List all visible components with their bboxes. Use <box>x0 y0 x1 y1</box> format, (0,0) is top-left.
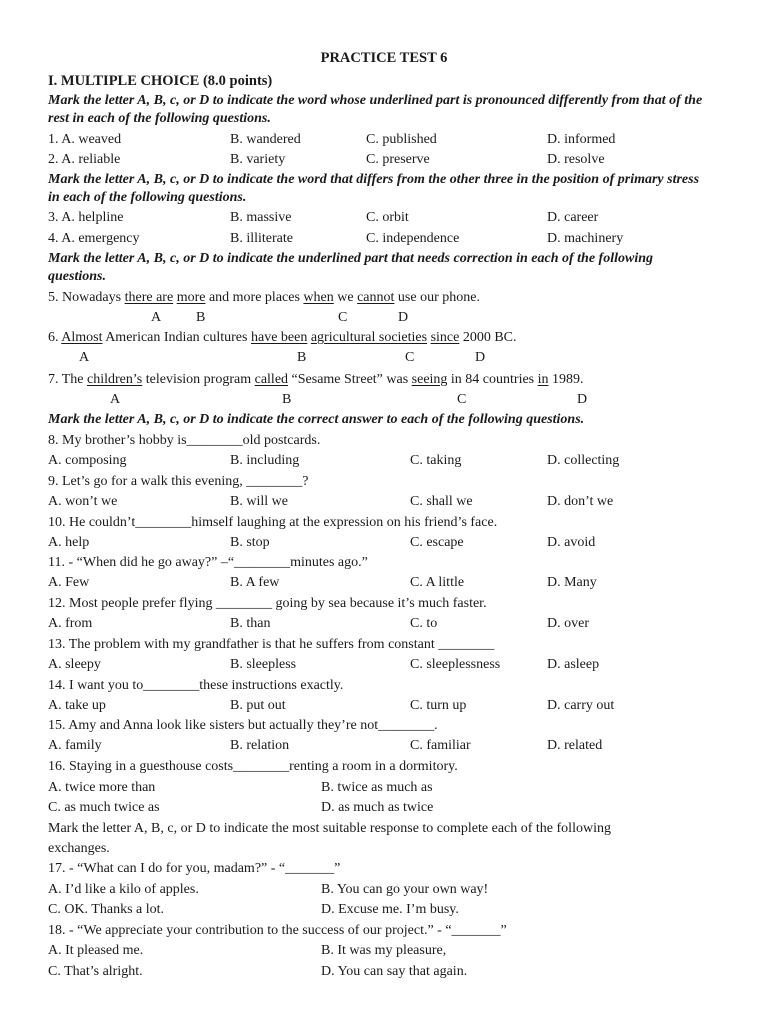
question-2 <box>48 151 120 169</box>
q6-label-b: B <box>297 350 307 365</box>
q8-option-b: B. including <box>230 453 300 468</box>
q8-option-d: D. collecting <box>547 453 620 468</box>
q14-option-c: C. turn up <box>410 698 467 713</box>
q18-option-b: B. It was my pleasure, <box>321 943 447 958</box>
q5-underline-d: cannot <box>357 290 395 305</box>
q1-option-a: 1. A. weaved <box>48 132 122 147</box>
q7-label-a: A <box>110 392 121 407</box>
question-17-stem: 17. - “What can I do for you, madam?” - “_______” <box>48 861 341 876</box>
q6-underline-c: agricultural societies <box>310 330 428 345</box>
instruction-pronunciation: Mark the letter A, B, c, or D to indicate the word whose underlined part is pronounced differently from that of the rest in each of the following questions. <box>48 93 703 126</box>
question-5: 5. Nowadays there are more and more places when we cannot use our phone. <box>48 290 480 305</box>
question-1 <box>48 131 121 149</box>
q18-option-a: A. It pleased me. <box>48 943 144 958</box>
q7-underline-b: called <box>254 372 289 387</box>
q2-option-d: D. resolve <box>547 152 605 167</box>
q8-option-c: C. taking <box>410 453 462 468</box>
q16-option-d: D. as much as twice <box>321 800 434 815</box>
q2-option-a: 2. A. reliable <box>48 152 121 167</box>
q10-option-a: A. help <box>48 535 90 550</box>
q1-option-d: D. informed <box>547 132 616 147</box>
q2-option-c: C. preserve <box>366 152 430 167</box>
q4-option-d: D. machinery <box>547 231 624 246</box>
question-16-stem: 16. Staying in a guesthouse costs________renting a room in a dormitory. <box>48 759 458 774</box>
instruction-correction: Mark the letter A, B, c, or D to indicate the underlined part that needs correction in each of the following questions. <box>48 251 654 284</box>
q9-option-b: B. will we <box>230 494 288 509</box>
q10-option-d: D. avoid <box>547 535 596 550</box>
q15-option-a: A. family <box>48 738 102 753</box>
q7-label-d: D <box>577 392 588 407</box>
q12-option-a: A. from <box>48 616 93 631</box>
question-12-stem: 12. Most people prefer flying ________ going by sea because it’s much faster. <box>48 596 487 611</box>
q6-underline-d: since <box>430 330 460 345</box>
q17-option-c: C. OK. Thanks a lot. <box>48 902 165 917</box>
q13-option-a: A. sleepy <box>48 657 101 672</box>
q5-label-b: B <box>196 310 206 325</box>
q16-option-a: A. twice more than <box>48 780 156 795</box>
instruction-response: Mark the letter A, B, c, or D to indicate the most suitable response to complete each of the following exchanges. <box>48 821 611 856</box>
q11-option-c: C. A little <box>410 575 465 590</box>
q6-label-d: D <box>475 350 486 365</box>
q9-option-d: D. don’t we <box>547 494 614 509</box>
q4-option-b: B. illiterate <box>230 231 293 246</box>
q13-option-c: C. sleeplessness <box>410 657 501 672</box>
q6-underline-b: have been <box>250 330 308 345</box>
q16-option-b: B. twice as much as <box>321 780 433 795</box>
q1-option-c: C. published <box>366 132 437 147</box>
q11-option-d: D. Many <box>547 575 597 590</box>
q9-option-c: C. shall we <box>410 494 473 509</box>
q3-option-d: D. career <box>547 210 599 225</box>
q7-label-c: C <box>457 392 467 407</box>
q9-option-a: A. won’t we <box>48 494 118 509</box>
question-4 <box>48 230 140 248</box>
q13-option-d: D. asleep <box>547 657 600 672</box>
q10-option-b: B. stop <box>230 535 270 550</box>
question-14-stem: 14. I want you to________these instructions exactly. <box>48 678 344 693</box>
q15-option-b: B. relation <box>230 738 290 753</box>
q5-label-a: A <box>151 310 162 325</box>
q16-option-c: C. as much twice as <box>48 800 160 815</box>
q3-option-b: B. massive <box>230 210 292 225</box>
question-15-stem: 15. Amy and Anna look like sisters but actually they’re not________. <box>48 718 438 733</box>
q2-option-b: B. variety <box>230 152 286 167</box>
q14-option-d: D. carry out <box>547 698 615 713</box>
q12-option-c: C. to <box>410 616 438 631</box>
question-3 <box>48 209 123 227</box>
question-8-stem: 8. My brother’s hobby is________old postcards. <box>48 433 321 448</box>
q1-option-b: B. wandered <box>230 132 301 147</box>
question-13-stem: 13. The problem with my grandfather is that he suffers from constant ________ <box>48 637 495 652</box>
q13-option-b: B. sleepless <box>230 657 297 672</box>
q17-option-a: A. I’d like a kilo of apples. <box>48 882 199 897</box>
q5-underline-b: more <box>176 290 206 305</box>
q8-option-a: A. composing <box>48 453 127 468</box>
q5-underline-a: there are <box>124 290 174 305</box>
question-7: 7. The children’s television program called “Sesame Street” was seeing in 84 countries in 1989. <box>48 372 584 387</box>
q10-option-c: C. escape <box>410 535 464 550</box>
q7-underline-d: in <box>537 372 549 387</box>
instruction-stress: Mark the letter A, B, c, or D to indicate the word that differs from the other three in the position of primary stress in each of the following questions. <box>48 172 700 205</box>
q14-option-b: B. put out <box>230 698 286 713</box>
q15-option-d: D. related <box>547 738 603 753</box>
q14-option-a: A. take up <box>48 698 106 713</box>
q3-option-a: 3. A. helpline <box>48 210 124 225</box>
q6-label-a: A <box>79 350 90 365</box>
q11-option-a: A. Few <box>48 575 90 590</box>
q5-label-d: D <box>398 310 409 325</box>
q18-option-c: C. That’s alright. <box>48 964 143 979</box>
question-9-stem: 9. Let’s go for a walk this evening, ________? <box>48 474 309 489</box>
q17-option-d: D. Excuse me. I’m busy. <box>321 902 459 917</box>
question-11-stem: 11. - “When did he go away?” –“________minutes ago.” <box>48 555 368 570</box>
q11-option-b: B. A few <box>230 575 280 590</box>
q4-option-c: C. independence <box>366 231 460 246</box>
question-18-stem: 18. - “We appreciate your contribution to the success of our project.” - “_______” <box>48 923 507 938</box>
q5-label-c: C <box>338 310 348 325</box>
question-6: 6. Almost American Indian cultures have been agricultural societies since 2000 BC. <box>48 330 517 345</box>
q6-label-c: C <box>405 350 415 365</box>
q7-underline-c: seeing <box>411 372 448 387</box>
q5-underline-c: when <box>303 290 334 305</box>
instruction-correct-answer: Mark the letter A, B, c, or D to indicate the correct answer to each of the following questions. <box>48 412 585 427</box>
q3-option-c: C. orbit <box>366 210 409 225</box>
page-title: PRACTICE TEST 6 <box>320 50 448 66</box>
q6-underline-a: Almost <box>61 330 103 345</box>
q7-label-b: B <box>282 392 292 407</box>
question-10-stem: 10. He couldn’t________himself laughing at the expression on his friend’s face. <box>48 515 498 530</box>
q18-option-d: D. You can say that again. <box>321 964 468 979</box>
q7-underline-a: children’s <box>87 372 143 387</box>
q12-option-b: B. than <box>230 616 271 631</box>
section-heading: I. MULTIPLE CHOICE (8.0 points) <box>48 73 273 89</box>
q17-option-b: B. You can go your own way! <box>321 882 489 897</box>
q12-option-d: D. over <box>547 616 589 631</box>
q4-option-a: 4. A. emergency <box>48 231 140 246</box>
q15-option-c: C. familiar <box>410 738 471 753</box>
